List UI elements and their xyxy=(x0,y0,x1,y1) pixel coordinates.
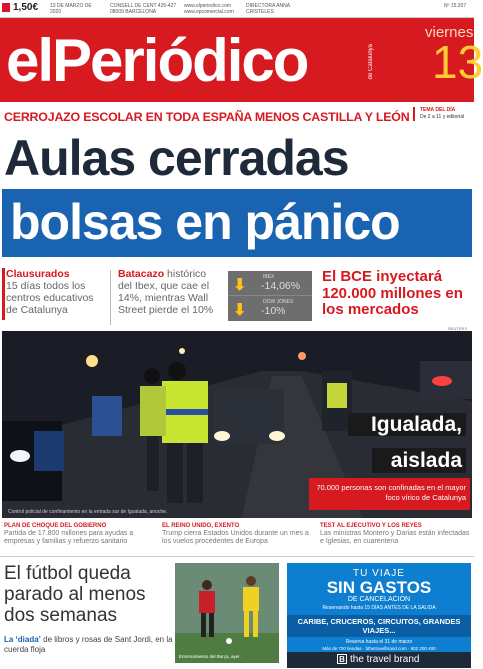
ad-line5: CARIBE, CRUCEROS, CIRCUITOS, GRANDES VIAJES... xyxy=(287,615,471,637)
day-theme-pages: De 2 a 11 y editorial xyxy=(420,114,465,120)
lead-kicker: CERROJAZO ESCOLAR EN TODA ESPAÑA MENOS CASTILLA Y LEÓN xyxy=(4,110,410,124)
logo-subtitle: de Catalunya xyxy=(368,44,374,80)
headline-primary[interactable]: Aulas cerradas xyxy=(4,130,349,186)
brief-title: EL REINO UNIDO, EXENTO xyxy=(162,523,240,529)
training-photo xyxy=(175,563,279,663)
issue-number: Nº 15.207 xyxy=(444,3,467,9)
subcol-ibex xyxy=(118,268,220,316)
ad-line3: DE CANCELACIÓN xyxy=(347,596,411,603)
bce-headline[interactable]: El BCE inyectará 120.000 millones en los mercados xyxy=(322,268,463,318)
ad-line7: Más de 700 tiendas · bthetravelbrand.com · 902 200 400 xyxy=(322,646,436,651)
photo-credit: REUTERS xyxy=(448,326,468,331)
brief-title: PLAN DE CHOQUE DEL GOBIERNO xyxy=(4,523,107,529)
photo-caption: Control policial de confinamiento en la entrada sur de Igualada, anoche. xyxy=(8,509,168,515)
soccer-photo-caption: Entrenamiento del Barça, ayer. xyxy=(179,654,241,659)
brief-text: Partida de 17.800 millones para ayudas a empresas y familias y refuerzo sanitario xyxy=(4,530,134,545)
newspaper-logo: elPeriódico xyxy=(6,27,308,94)
column-divider xyxy=(110,270,111,325)
subcol-ibex-text: histórico del Ibex, que cae el 14%, mientras Wall Street pierde el 10% xyxy=(118,268,214,316)
day-name: viernes xyxy=(425,24,474,41)
brief-uk[interactable] xyxy=(162,522,312,546)
dow-row xyxy=(228,296,312,321)
headline-secondary[interactable]: bolsas en pánico xyxy=(10,194,400,250)
ibex-row xyxy=(228,271,312,296)
ad-line6: Reserva hasta el 31 de marzo xyxy=(345,639,413,645)
ad-brand-bar xyxy=(287,652,471,668)
soccer-photo[interactable] xyxy=(175,563,279,663)
diada-text: de libros y rosas de Sant Jordi, en la cuerda floja xyxy=(4,635,173,654)
ad-line4: Reservando hasta 15 DÍAS ANTES DE LA SALIDA xyxy=(322,605,436,611)
day-theme-title: TEMA DEL DÍA xyxy=(420,107,456,113)
subcol-ibex-lead: Batacazo xyxy=(118,268,165,280)
ibex-value: -14,06% xyxy=(261,280,301,292)
director-block: DIRECTORA ANNA CRISTELES xyxy=(246,3,290,15)
sports-headline[interactable]: El fútbol queda parado al menos dos semanas xyxy=(4,563,146,626)
ibex-label: IBEX xyxy=(263,274,275,280)
brief-ministers[interactable] xyxy=(320,522,470,546)
brand-logo-icon: B xyxy=(337,654,347,664)
catalan-flag-icon xyxy=(2,3,10,12)
address-block: CONSELL DE CENT 425-427 08009 BARCELONA xyxy=(110,3,177,15)
ad-line2: SIN GASTOS xyxy=(326,578,432,597)
arrow-down-icon: ⬇ xyxy=(233,277,247,294)
market-box xyxy=(228,271,312,321)
subcol-schools-text: 15 días todos los centros educativos de Catalunya xyxy=(6,280,94,316)
subcol-schools-lead: Clausurados xyxy=(6,268,70,280)
section-divider xyxy=(0,556,474,557)
photo-title-line2[interactable]: aislada xyxy=(372,448,466,473)
travel-advertisement[interactable] xyxy=(287,563,471,668)
arrow-down-icon: ⬇ xyxy=(233,302,247,319)
subcol-schools xyxy=(6,268,106,316)
price: 1,50€ xyxy=(13,2,39,13)
dow-value: -10% xyxy=(261,305,286,317)
photo-title-line1[interactable]: Igualada, xyxy=(348,413,466,436)
diada-lead: La ‘diada’ xyxy=(4,635,41,644)
brief-text: Las ministras Montero y Darias están infectadas e Iglesias, en cuarentena xyxy=(320,530,470,545)
web-block: www.elperiodico.com www.epcomercial.com xyxy=(184,3,234,15)
top-info-strip xyxy=(0,0,474,18)
ad-brand: the travel brand xyxy=(350,654,420,665)
diada-item[interactable] xyxy=(4,635,174,655)
masthead xyxy=(0,18,483,102)
photo-deck: 70.000 personas son confinadas en el mayor foco vírico de Catalunya xyxy=(309,478,470,510)
brief-plan[interactable] xyxy=(4,522,154,546)
edition-date: 13 DE MARZO DE 2020 xyxy=(50,3,92,15)
ad-line1: TU VIAJE xyxy=(353,568,405,579)
day-theme-box xyxy=(413,107,471,121)
brief-title: TEST AL EJECUTIVO Y LOS REYES xyxy=(320,523,422,529)
dow-label: DOW JONES xyxy=(263,299,294,305)
day-number: 13 xyxy=(432,36,483,88)
brief-text: Trump cierra Estados Unidos durante un mes a los vuelos procedentes de Europa xyxy=(162,530,309,545)
